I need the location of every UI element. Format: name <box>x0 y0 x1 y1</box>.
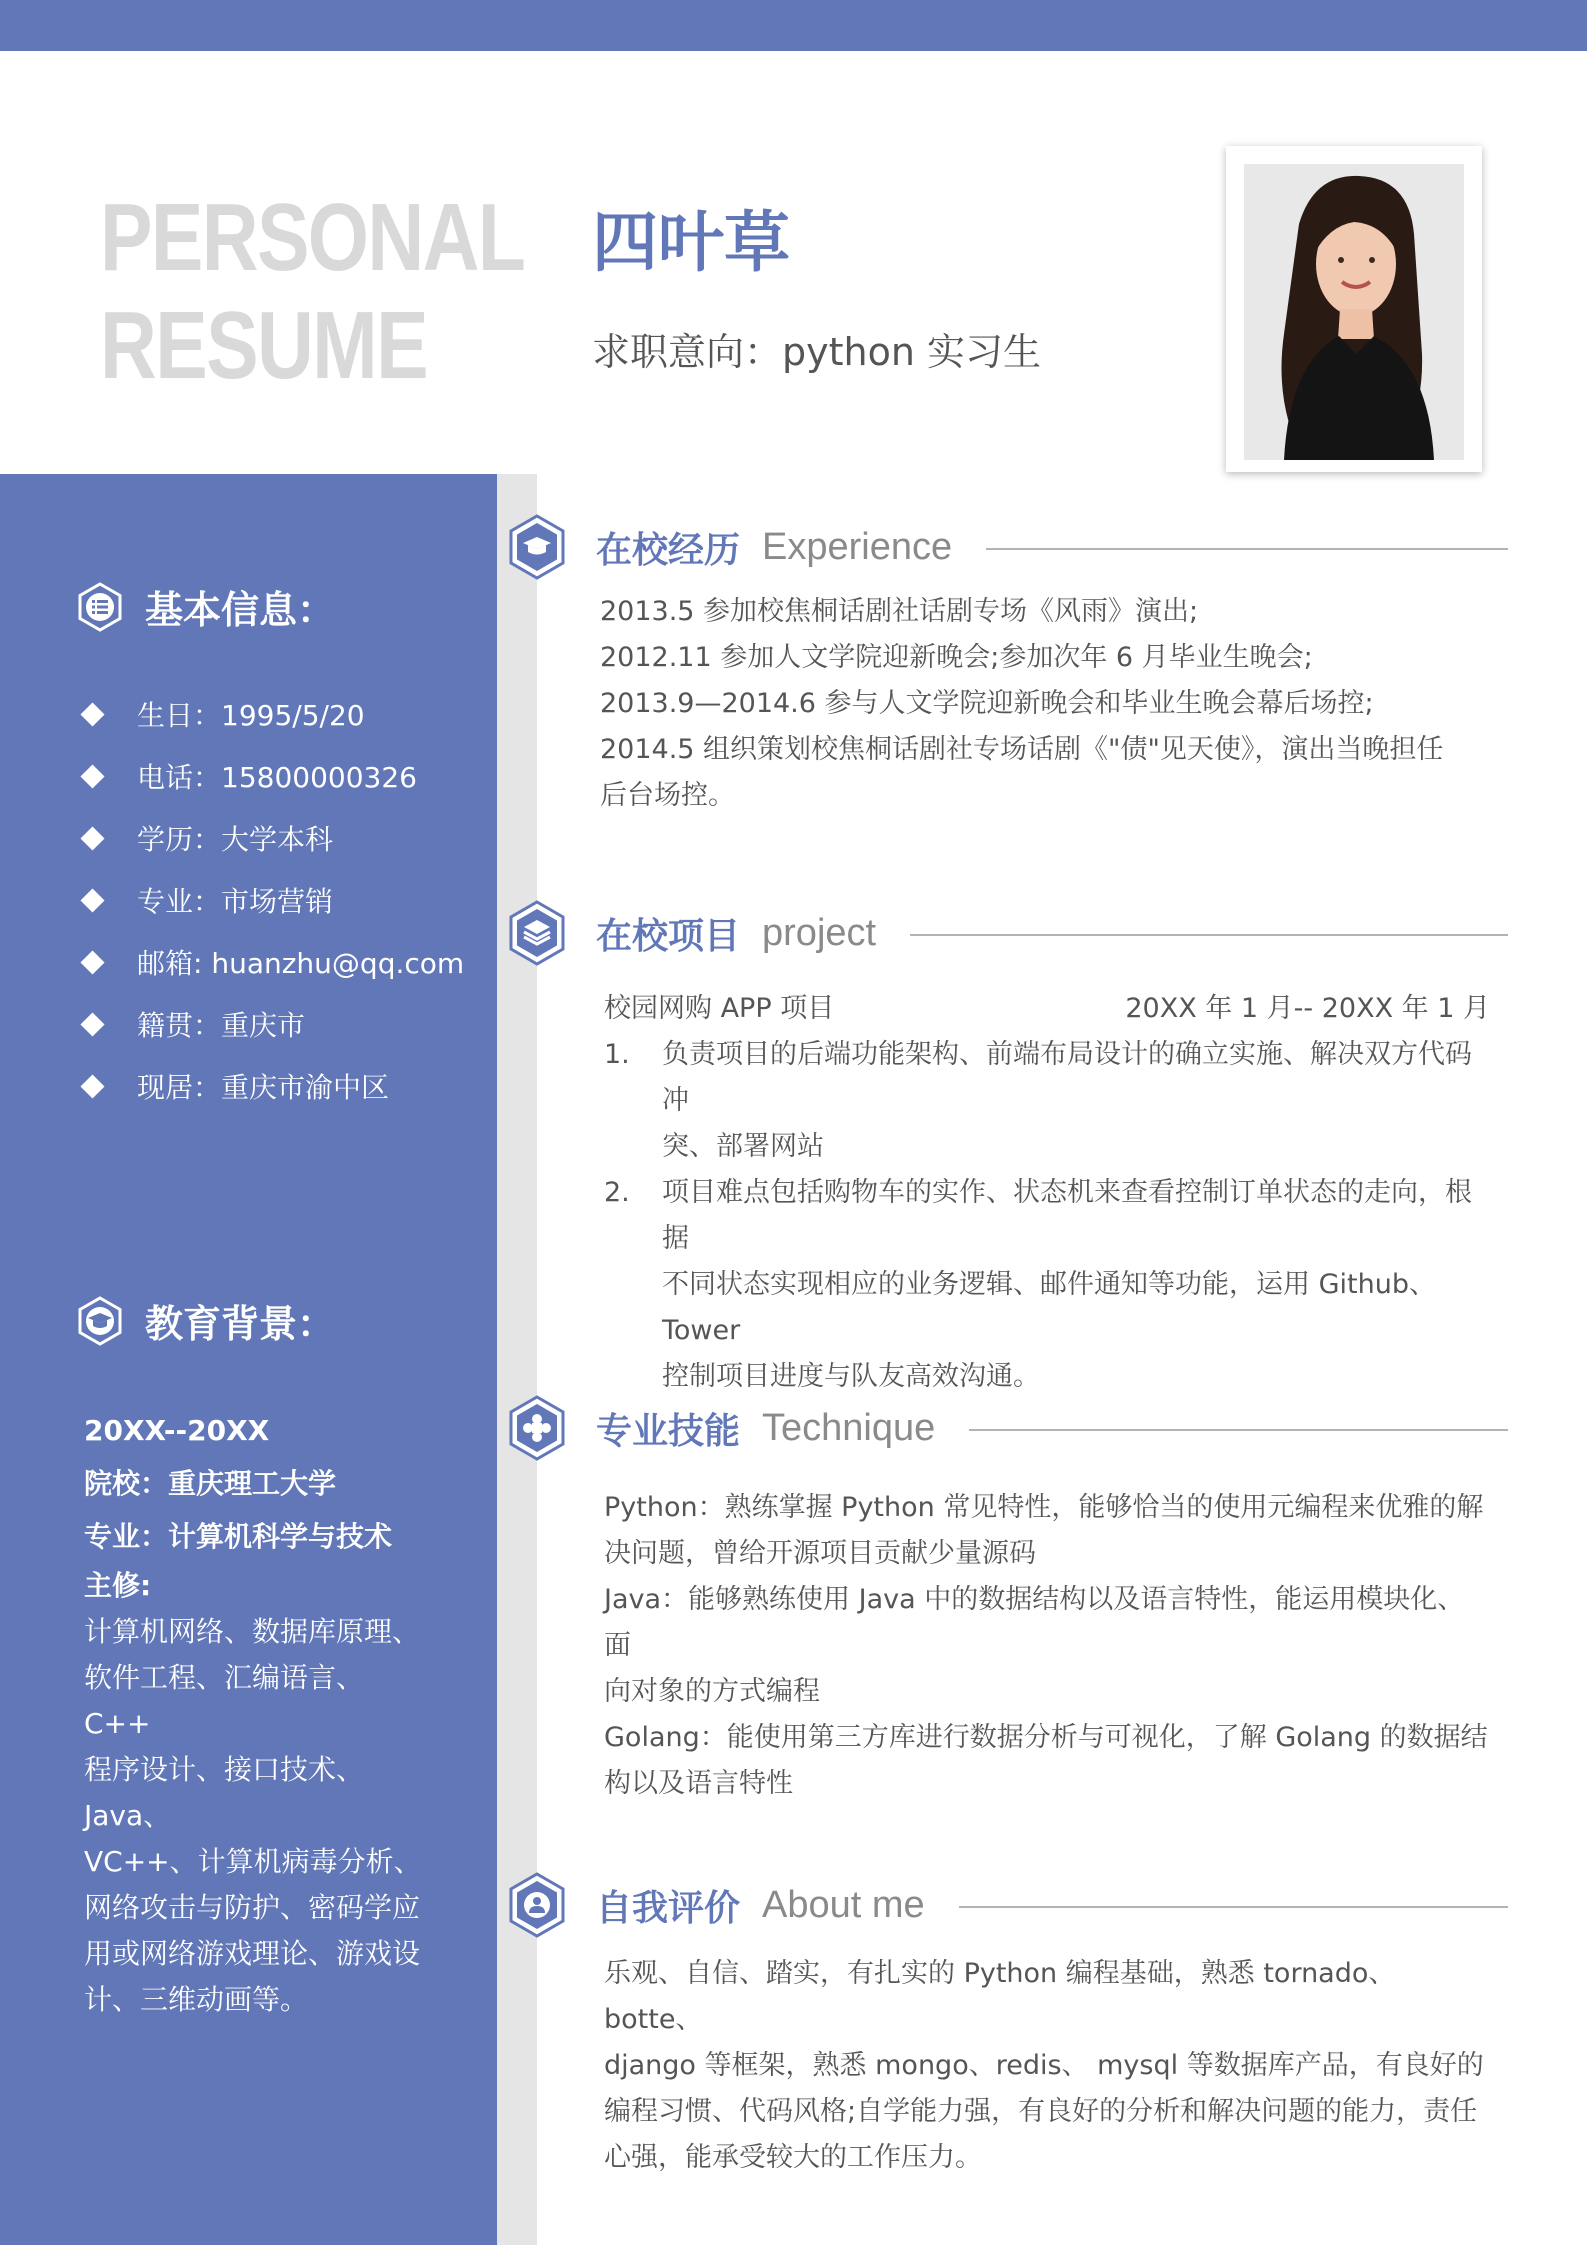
candidate-name: 四叶草 <box>592 204 790 281</box>
item-number: 2. <box>604 1177 630 1208</box>
skills-title-cn: 专业技能 <box>596 1410 741 1452</box>
section-divider <box>986 548 1508 550</box>
experience-line: 2012.11 参加人文学院迎新晚会;参加次年 6 月毕业生晚会; <box>600 642 1313 673</box>
section-divider <box>969 1429 1508 1431</box>
about-title-en: About me <box>762 1883 925 1926</box>
project-title-row <box>604 986 1490 1032</box>
project-item-line: 负责项目的后端功能架构、前端布局设计的确立实施、解决双方代码冲 <box>662 1039 1472 1116</box>
item-number: 1. <box>604 1039 630 1070</box>
graduation-cap-icon <box>508 514 566 580</box>
skills-line: 构以及语言特性 <box>604 1768 793 1799</box>
list-item <box>80 931 464 993</box>
skills-line: Python：熟练掌握 Python 常见特性，能够恰当的使用元编程来优雅的解 <box>604 1492 1484 1523</box>
profile-photo <box>1244 164 1464 460</box>
experience-title-en: Experience <box>762 525 953 568</box>
about-title-cn: 自我评价 <box>596 1887 741 1929</box>
project-title-cn: 在校项目 <box>596 915 741 957</box>
experience-line: 2014.5 组织策划校焦桐话剧社专场话剧《"债"见天使》，演出当晚担任 <box>600 734 1444 765</box>
info-degree: 学历：大学本科 <box>137 823 334 856</box>
project-item-line: 控制项目进度与队友高效沟通。 <box>662 1361 1040 1392</box>
course-line: 软件工程、汇编语言、C++ <box>84 1661 365 1740</box>
project-section-header <box>508 898 1508 968</box>
course-line: 程序设计、接口技术、Java、 <box>84 1753 365 1832</box>
graduation-cap-icon <box>75 1296 125 1346</box>
diamond-bullet-icon <box>80 702 104 726</box>
diamond-bullet-icon <box>80 1012 104 1036</box>
project-title-en: project <box>762 911 877 954</box>
diamond-bullet-icon <box>80 826 104 850</box>
info-birthday: 生日：1995/5/20 <box>137 699 365 732</box>
diamond-bullet-icon <box>80 950 104 974</box>
list-item <box>80 869 464 931</box>
experience-section-header <box>508 512 1508 582</box>
project-body <box>604 986 1490 1400</box>
list-item <box>80 807 464 869</box>
basic-info-list <box>80 683 464 1117</box>
info-email: 邮箱: huanzhu@qq.com <box>137 947 465 980</box>
skills-title-en: Technique <box>762 1406 936 1449</box>
project-item-line: 项目难点包括购物车的实作、状态机来查看控制订单状态的走向，根据 <box>662 1177 1472 1254</box>
info-major: 专业：市场营销 <box>137 885 334 918</box>
about-section-header <box>508 1870 1508 1940</box>
experience-title-cn: 在校经历 <box>596 529 741 571</box>
skills-line: Golang：能使用第三方库进行数据分析与可视化，了解 Golang 的数据结 <box>604 1722 1488 1753</box>
diamond-bullet-icon <box>80 888 104 912</box>
job-intention: 求职意向：python 实习生 <box>592 330 1042 374</box>
education-courses-label: 主修: <box>84 1569 152 1602</box>
info-residence: 现居：重庆市渝中区 <box>137 1071 390 1104</box>
layers-icon <box>508 900 566 966</box>
list-item <box>80 745 464 807</box>
education-period: 20XX--20XX <box>84 1414 270 1447</box>
education-heading <box>75 1293 335 1348</box>
resume-title-line1: PERSONAL <box>100 184 525 291</box>
diamond-bullet-icon <box>80 1074 104 1098</box>
list-item <box>80 683 464 745</box>
diamond-bullet-icon <box>80 764 104 788</box>
experience-line: 2013.5 参加校焦桐话剧社话剧专场《风雨》演出; <box>600 596 1199 627</box>
about-line: 编程习惯、代码风格;自学能力强，有良好的分析和解决问题的能力，责任 <box>604 2096 1478 2127</box>
user-icon <box>508 1872 566 1938</box>
list-item <box>80 993 464 1055</box>
skills-line: 决问题，曾给开源项目贡献少量源码 <box>604 1538 1036 1569</box>
course-line: 用或网络游戏理论、游戏设 <box>84 1937 421 1970</box>
skills-line: 向对象的方式编程 <box>604 1676 820 1707</box>
course-line: 网络攻击与防护、密码学应 <box>84 1891 421 1924</box>
list-item <box>604 1170 1490 1400</box>
about-line: 心强，能承受较大的工作压力。 <box>604 2142 982 2173</box>
education-title: 教育背景： <box>145 1302 336 1346</box>
top-accent-bar <box>0 0 1587 51</box>
profile-photo-frame <box>1226 146 1482 472</box>
list-item <box>604 1032 1490 1170</box>
course-line: 计算机网络、数据库原理、 <box>84 1615 421 1648</box>
experience-body <box>600 589 1488 819</box>
list-item <box>80 1055 464 1117</box>
project-item-line: 不同状态实现相应的业务逻辑、邮件通知等功能，运用 Github、Tower <box>662 1269 1436 1346</box>
info-phone: 电话：15800000326 <box>137 761 417 794</box>
basic-info-title: 基本信息： <box>145 588 336 632</box>
course-line: VC++、计算机病毒分析、 <box>84 1845 422 1878</box>
list-icon <box>75 582 125 632</box>
education-major: 专业：计算机科学与技术 <box>84 1520 393 1553</box>
about-body <box>604 1951 1490 2181</box>
course-line: 计、三维动画等。 <box>84 1983 309 2016</box>
about-line: django 等框架，熟悉 mongo、redis、 mysql 等数据库产品，有良好的 <box>604 2050 1484 2081</box>
resume-title-line2: RESUME <box>100 292 427 399</box>
project-name: 校园网购 APP 项目 <box>604 993 835 1024</box>
education-school: 院校：重庆理工大学 <box>84 1467 337 1500</box>
info-hometown: 籍贯：重庆市 <box>137 1009 306 1042</box>
experience-line: 2013.9—2014.6 参与人文学院迎新晚会和毕业生晚会幕后场控; <box>600 688 1374 719</box>
project-item-line: 突、部署网站 <box>662 1131 824 1162</box>
section-divider <box>959 1906 1508 1908</box>
skills-section-header <box>508 1393 1508 1463</box>
experience-line: 后台场控。 <box>600 780 735 811</box>
project-date: 20XX 年 1 月-- 20XX 年 1 月 <box>1125 993 1490 1024</box>
skills-line: Java：能够熟练使用 Java 中的数据结构以及语言特性，能运用模块化、面 <box>604 1584 1465 1661</box>
puzzle-icon <box>508 1395 566 1461</box>
sidebar-gutter <box>497 474 537 2245</box>
basic-info-heading <box>75 579 335 634</box>
about-line: 乐观、自信、踏实，有扎实的 Python 编程基础，熟悉 tornado、botte、 <box>604 1958 1396 2035</box>
education-block <box>84 1404 424 2023</box>
section-divider <box>910 934 1508 936</box>
skills-body <box>604 1485 1490 1807</box>
